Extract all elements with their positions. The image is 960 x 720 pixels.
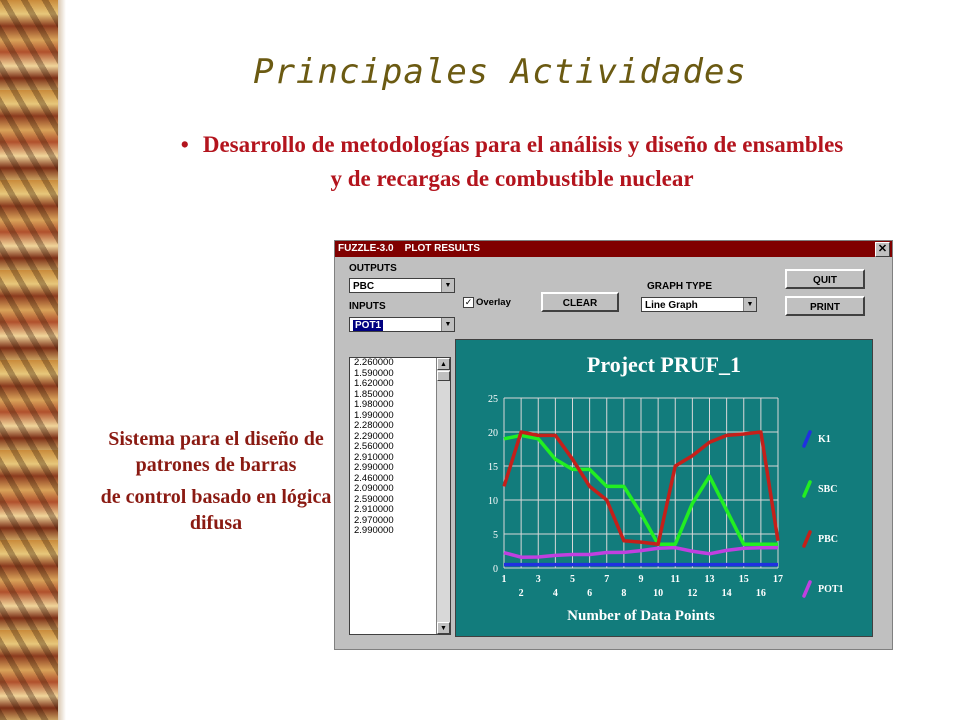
x-tick-label: 1: [501, 574, 507, 585]
list-item[interactable]: 2.990000: [354, 525, 394, 536]
print-button[interactable]: PRINT: [785, 296, 865, 316]
chevron-down-icon[interactable]: ▼: [743, 298, 756, 311]
list-item[interactable]: 1.990000: [354, 409, 394, 421]
list-item[interactable]: 2.990000: [354, 462, 394, 473]
overlay-checkbox[interactable]: ✓: [464, 297, 473, 307]
x-tick-label: 5: [570, 574, 575, 585]
window-title: FUZZLE-3.0 PLOT RESULTS: [338, 243, 481, 254]
plot-area: [455, 339, 873, 637]
plot-results-window: [334, 240, 893, 650]
x-tick-label: 17: [773, 574, 783, 585]
chart-title: Project PRUF_1: [586, 352, 742, 377]
list-item[interactable]: 1.590000: [354, 367, 394, 379]
legend-swatch: [804, 482, 810, 496]
x-tick-label: 13: [704, 574, 715, 585]
scroll-down-icon[interactable]: ▼: [437, 622, 450, 634]
graph-type-value: Line Graph: [645, 300, 698, 311]
y-tick-label: 0: [493, 564, 498, 575]
y-tick-label: 10: [488, 496, 498, 507]
x-tick-label: 8: [621, 588, 627, 599]
legend-swatch: [804, 532, 810, 546]
x-tick-label: 12: [687, 588, 698, 599]
y-tick-label: 15: [488, 462, 498, 473]
list-item[interactable]: 2.260000: [354, 357, 394, 368]
inputs-value: POT1: [355, 320, 382, 331]
chevron-down-icon[interactable]: ▼: [441, 318, 454, 331]
x-tick-label: 10: [653, 588, 664, 599]
slide-title: Principales Actividades: [253, 52, 747, 92]
caption-line: Sistema para el diseño de patrones de barras: [108, 428, 324, 476]
list-item[interactable]: 2.910000: [354, 504, 394, 515]
close-button[interactable]: [875, 242, 890, 257]
close-icon: ✕: [877, 243, 888, 255]
list-item[interactable]: 2.590000: [354, 493, 394, 505]
x-tick-label: 4: [552, 588, 558, 599]
caption-line: de control basado en lógica difusa: [100, 486, 332, 534]
list-item[interactable]: 2.280000: [354, 420, 394, 431]
legend-swatch: [804, 582, 810, 596]
list-scrollbar[interactable]: [436, 358, 450, 634]
x-tick-label: 7: [604, 574, 610, 585]
window-titlebar[interactable]: [335, 241, 892, 257]
x-tick-label: 3: [535, 574, 541, 585]
list-item[interactable]: 2.090000: [354, 483, 394, 494]
bullet-text-line2: y de recargas de combustible nuclear: [330, 166, 694, 191]
inputs-label: INPUTS: [349, 301, 386, 312]
inputs-select[interactable]: [349, 317, 455, 332]
line-chart: [456, 340, 872, 636]
clear-button[interactable]: CLEAR: [541, 292, 619, 312]
bullet-text-line1: Desarrollo de metodologías para el análisis y diseño de ensambles: [202, 132, 844, 157]
list-item[interactable]: 2.970000: [354, 514, 394, 526]
legend-label: K1: [818, 434, 831, 445]
list-item[interactable]: 2.290000: [354, 430, 394, 442]
x-tick-label: 9: [638, 574, 644, 585]
x-tick-label: 2: [518, 588, 524, 599]
bullet-mark: •: [180, 132, 189, 157]
chevron-down-icon[interactable]: ▼: [441, 279, 454, 292]
list-item[interactable]: 2.460000: [354, 472, 394, 484]
scroll-up-icon[interactable]: ▲: [437, 358, 450, 370]
x-tick-label: 11: [670, 574, 680, 585]
y-tick-label: 5: [493, 530, 498, 541]
legend-swatch: [804, 432, 810, 446]
list-item[interactable]: 2.910000: [354, 451, 394, 463]
legend-label: POT1: [818, 584, 844, 595]
x-tick-label: 15: [738, 574, 749, 585]
graph-type-label: GRAPH TYPE: [647, 281, 713, 292]
quit-button[interactable]: QUIT: [785, 269, 865, 289]
outputs-label: OUTPUTS: [349, 263, 397, 274]
scroll-thumb[interactable]: [437, 371, 450, 381]
y-tick-label: 25: [488, 394, 498, 405]
side-caption: [100, 426, 332, 542]
x-tick-label: 16: [755, 588, 766, 599]
list-item[interactable]: 1.850000: [354, 388, 394, 400]
bullet-item: [82, 128, 942, 196]
list-item[interactable]: 2.560000: [354, 441, 394, 452]
graph-type-select[interactable]: [641, 297, 757, 312]
list-item[interactable]: 1.620000: [354, 378, 394, 389]
values-list[interactable]: [349, 357, 451, 635]
x-axis-label: Number of Data Points: [567, 608, 715, 624]
overlay-label: Overlay: [476, 297, 511, 308]
y-tick-label: 20: [488, 428, 498, 439]
decorative-border: [0, 0, 58, 720]
list-item[interactable]: 1.980000: [354, 399, 394, 410]
outputs-select[interactable]: [349, 278, 455, 293]
outputs-value: PBC: [353, 281, 375, 292]
decorative-border-fade: [58, 0, 66, 720]
legend-label: SBC: [818, 484, 838, 495]
x-tick-label: 14: [721, 588, 732, 599]
x-tick-label: 6: [587, 588, 593, 599]
legend-label: PBC: [818, 534, 838, 545]
